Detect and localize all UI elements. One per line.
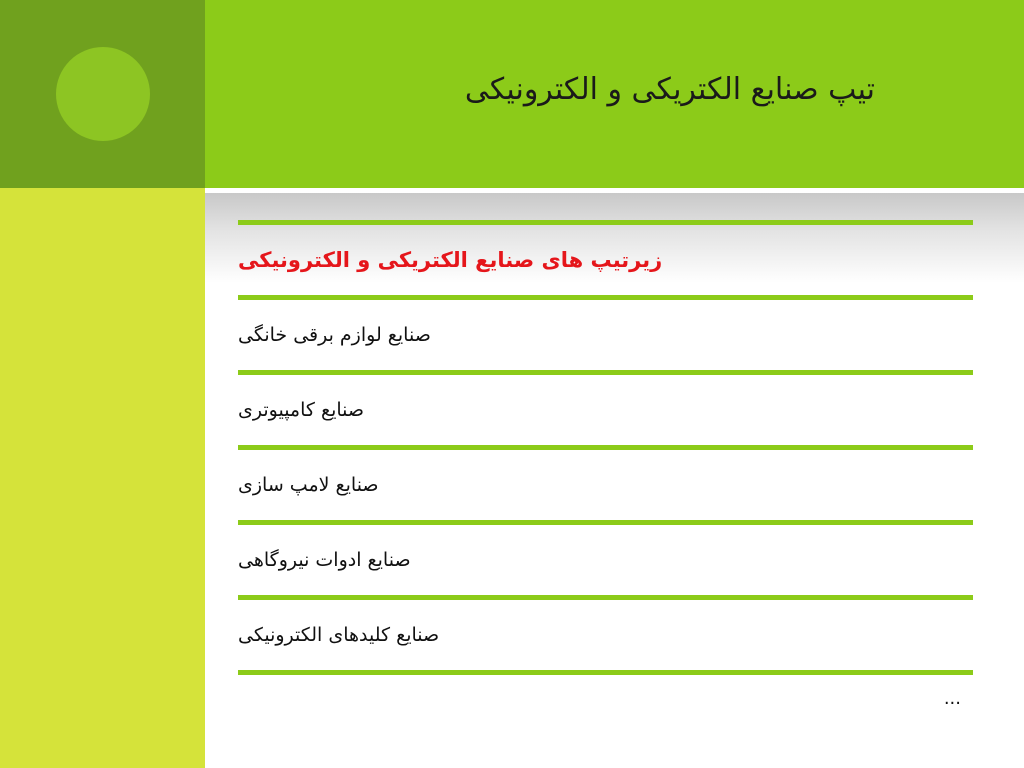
table-row: صنایع لوازم برقی خانگی	[238, 324, 431, 346]
slide-title: تیپ صنایع الکتریکی و الکترونیکی	[464, 72, 875, 107]
table-row: صنایع لامپ سازی	[238, 474, 379, 496]
table-row: صنایع کامپیوتری	[238, 399, 365, 421]
table-header: زیرتیپ های صنایع الکتریکی و الکترونیکی	[238, 248, 663, 272]
table-row: صنایع ادوات نیروگاهی	[238, 549, 411, 571]
continuation-ellipsis: ...	[943, 688, 961, 709]
decorative-circle	[56, 47, 150, 141]
table-row: صنایع کلیدهای الکترونیکی	[238, 624, 440, 646]
left-side-accent-bar	[0, 188, 205, 768]
table-rule	[238, 670, 973, 675]
subtypes-table	[238, 220, 973, 675]
left-top-accent-block	[0, 0, 205, 188]
